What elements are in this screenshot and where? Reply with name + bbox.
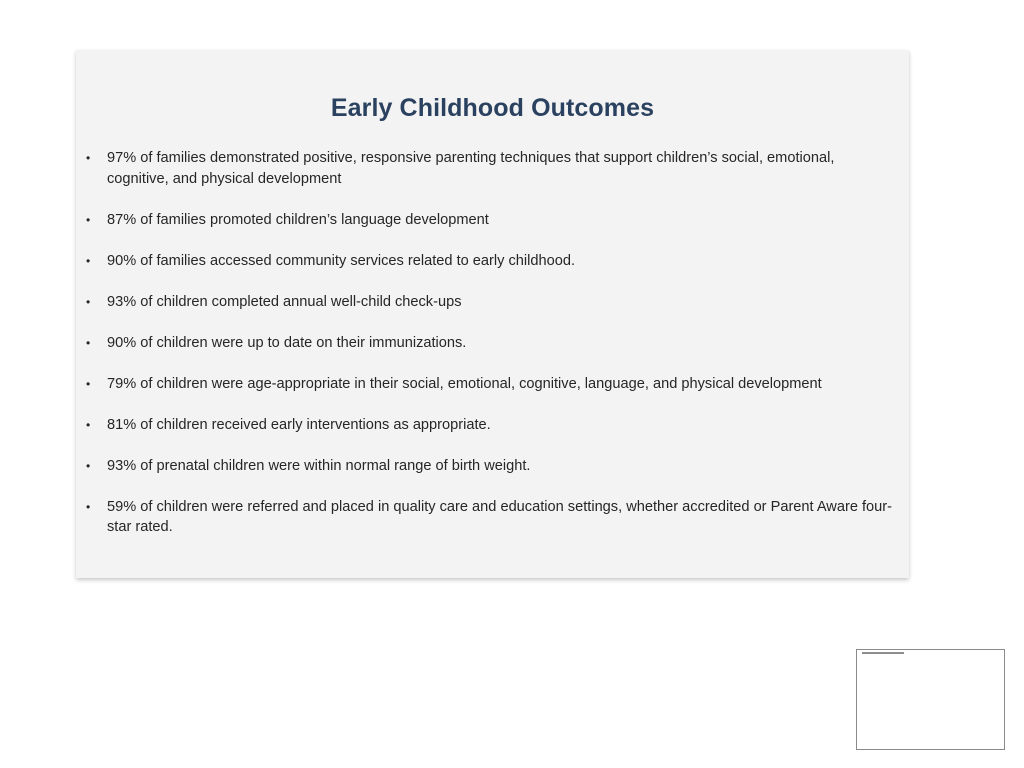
- bullet-text: 93% of children completed annual well-child check-ups: [107, 293, 462, 310]
- list-item: [86, 251, 896, 272]
- list-item: [86, 374, 896, 395]
- content-card: [76, 50, 909, 578]
- bullet-icon: •: [86, 294, 91, 309]
- list-item: [86, 210, 896, 231]
- list-item: [86, 292, 896, 313]
- outcomes-list: [86, 148, 896, 558]
- list-item: [86, 497, 896, 538]
- bullet-text: 90% of families accessed community services related to early childhood.: [107, 252, 576, 269]
- bullet-icon: •: [86, 376, 91, 391]
- list-item: [86, 456, 896, 477]
- bullet-icon: •: [86, 458, 91, 473]
- bullet-text: 97% of families demonstrated positive, responsive parenting techniques that support children’s social, emotional, cognitive, and physical development: [107, 150, 835, 187]
- bullet-icon: •: [86, 253, 91, 268]
- slide-title: Early Childhood Outcomes: [330, 94, 655, 122]
- thumbnail-caption-line: [862, 652, 904, 654]
- list-item: [86, 148, 896, 189]
- bullet-text: 81% of children received early interventions as appropriate.: [107, 416, 491, 433]
- bullet-icon: •: [86, 212, 91, 227]
- bullet-icon: •: [86, 151, 91, 165]
- bullet-text: 79% of children were age-appropriate in their social, emotional, cognitive, language, and physical development: [107, 375, 822, 392]
- list-item: [86, 415, 896, 436]
- bullet-icon: •: [86, 335, 91, 350]
- bullet-icon: •: [86, 499, 91, 514]
- slide-thumbnail: [856, 649, 1005, 750]
- list-item: [86, 333, 896, 354]
- bullet-text: 59% of children were referred and placed in quality care and education settings, whether accredited or Parent Aware four-star rated.: [107, 498, 893, 535]
- bullet-text: 93% of prenatal children were within normal range of birth weight.: [107, 457, 531, 474]
- bullet-icon: •: [86, 417, 91, 432]
- bullet-text: 87% of families promoted children’s language development: [107, 211, 489, 228]
- bullet-text: 90% of children were up to date on their immunizations.: [107, 334, 467, 351]
